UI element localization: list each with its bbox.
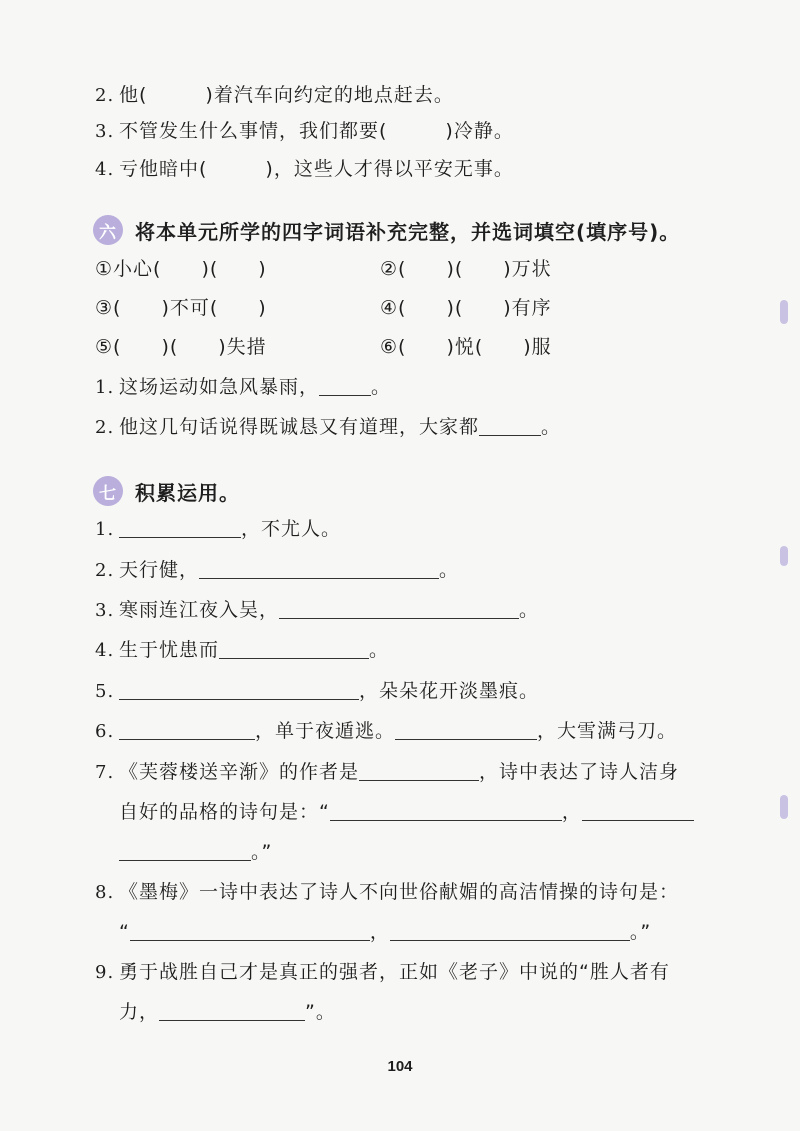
section-7-q7-line3: 。” [119, 837, 272, 867]
answer-blank[interactable] [159, 1000, 305, 1021]
section-7-q9-line2: 力， ”。 [119, 1001, 336, 1023]
section-7-badge: 七 [93, 476, 123, 506]
part1-item-4: 4. 亏他暗中( )，这些人才得以平安无事。 [95, 158, 514, 180]
section-6-item-2: 2. 他这几句话说得既诚恳又有道理，大家都 。 [95, 416, 562, 438]
answer-blank[interactable] [319, 375, 371, 396]
section-7-q9-line1: 9. 勇于战胜自己才是真正的强者，正如《老子》中说的“胜人者有 [95, 961, 670, 983]
part1-item-2: 2. 他( )着汽车向约定的地点赶去。 [95, 84, 454, 106]
section-6-heading [93, 213, 680, 247]
answer-blank[interactable] [130, 920, 370, 941]
section-7-heading [93, 474, 240, 508]
edge-tab-mark [780, 300, 788, 324]
section-7-q1: 1. ，不尤人。 [95, 518, 342, 540]
answer-blank[interactable] [119, 840, 251, 861]
answer-blank[interactable] [395, 719, 537, 740]
answer-blank[interactable] [330, 800, 562, 821]
word-5: ⑤( )( )失措 [95, 336, 267, 358]
section-7-q6: 6. ，单于夜遁逃。 ，大雪满弓刀。 [95, 720, 678, 742]
part1-item-3: 3. 不管发生什么事情，我们都要( )冷静。 [95, 120, 514, 142]
answer-blank[interactable] [199, 558, 439, 579]
section-6-badge: 六 [93, 215, 123, 245]
answer-blank[interactable] [279, 598, 519, 619]
section-7-q8-line1: 8. 《墨梅》一诗中表达了诗人不向世俗献媚的高洁情操的诗句是： [95, 881, 680, 903]
word-6: ⑥( )悦( )服 [380, 336, 552, 358]
answer-blank[interactable] [479, 415, 541, 436]
section-7-q7-line1: 7. 《芙蓉楼送辛渐》的作者是 ，诗中表达了诗人洁身 [95, 761, 680, 783]
word-1: ①小心( )( ) [95, 258, 267, 280]
answer-blank[interactable] [119, 719, 255, 740]
answer-blank[interactable] [119, 517, 241, 538]
answer-blank[interactable] [582, 800, 694, 821]
section-7-q2: 2. 天行健， 。 [95, 559, 460, 581]
answer-blank[interactable] [390, 920, 630, 941]
edge-tab-mark [780, 546, 788, 566]
answer-blank[interactable] [219, 638, 369, 659]
section-7-title: 积累运用。 [135, 480, 240, 505]
word-2: ②( )( )万状 [380, 258, 552, 280]
section-7-q8-line2: “ ， 。” [119, 921, 652, 943]
section-7-q3: 3. 寒雨连江夜入吴， 。 [95, 599, 540, 621]
section-7-q7-line2: 自好的品格的诗句是：“ ， [119, 797, 694, 827]
word-3: ③( )不可( ) [95, 297, 267, 319]
edge-tab-mark [780, 795, 788, 819]
page-number: 104 [387, 1058, 413, 1075]
section-6-title: 将本单元所学的四字词语补充完整，并选词填空(填序号)。 [135, 219, 681, 244]
answer-blank[interactable] [359, 760, 479, 781]
answer-blank[interactable] [119, 679, 359, 700]
section-6-item-1: 1. 这场运动如急风暴雨， 。 [95, 376, 392, 398]
section-7-q5: 5. ，朵朵花开淡墨痕。 [95, 680, 540, 702]
section-7-q4: 4. 生于忧患而 。 [95, 639, 390, 661]
word-4: ④( )( )有序 [380, 297, 552, 319]
